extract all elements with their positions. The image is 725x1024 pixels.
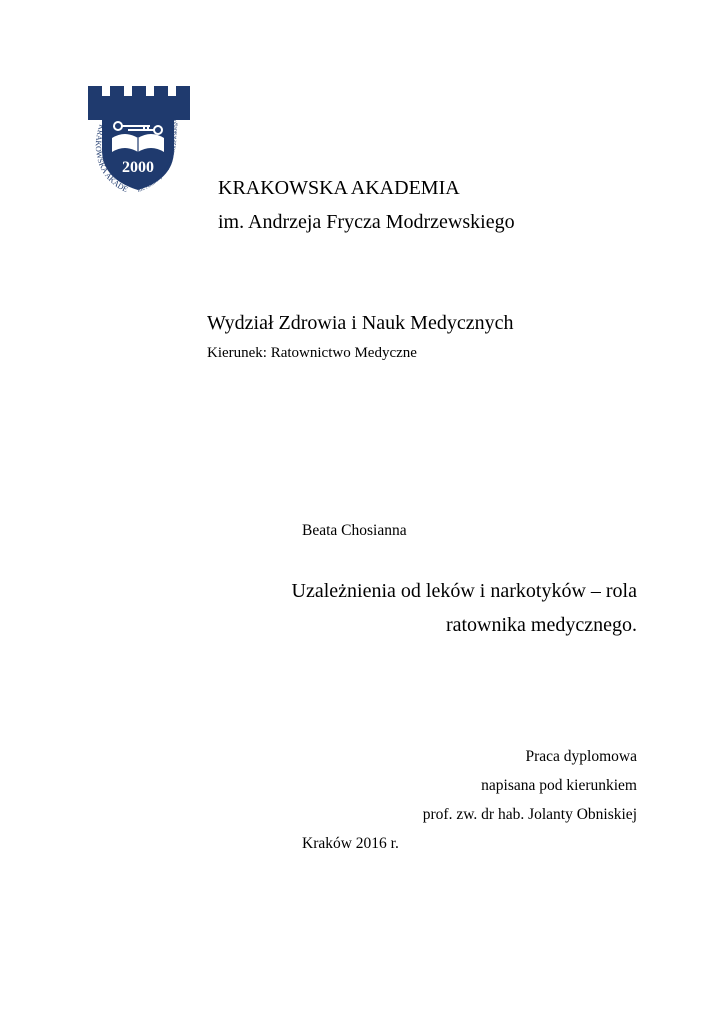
field-of-study: Kierunek: Ratownictwo Medyczne (207, 345, 417, 361)
university-logo (80, 80, 192, 204)
thesis-title-line-1: Uzależnienia od leków i narkotyków – rola (291, 580, 637, 602)
university-patron: im. Andrzeja Frycza Modrzewskiego (218, 211, 515, 233)
logo-year: 2000 (122, 159, 154, 176)
author-name: Beata Chosianna (302, 522, 407, 539)
thesis-type: Praca dyplomowa (525, 748, 637, 765)
university-crest-icon (80, 80, 192, 204)
university-name: KRAKOWSKA AKADEMIA (218, 177, 460, 199)
logo-ring-text-right: im. Andrzeja Frycza Modrzewskiego (136, 119, 179, 194)
place-and-date: Kraków 2016 r. (302, 835, 399, 852)
thesis-title-line-2: ratownika medycznego. (445, 614, 637, 636)
supervisor-name: prof. zw. dr hab. Jolanty Obniskiej (422, 806, 637, 823)
faculty-name: Wydział Zdrowia i Nauk Medycznych (207, 312, 514, 334)
supervision-label: napisana pod kierunkiem (481, 777, 637, 794)
logo-ring-text-left: KRAKOWSKA AKADE (93, 123, 130, 194)
